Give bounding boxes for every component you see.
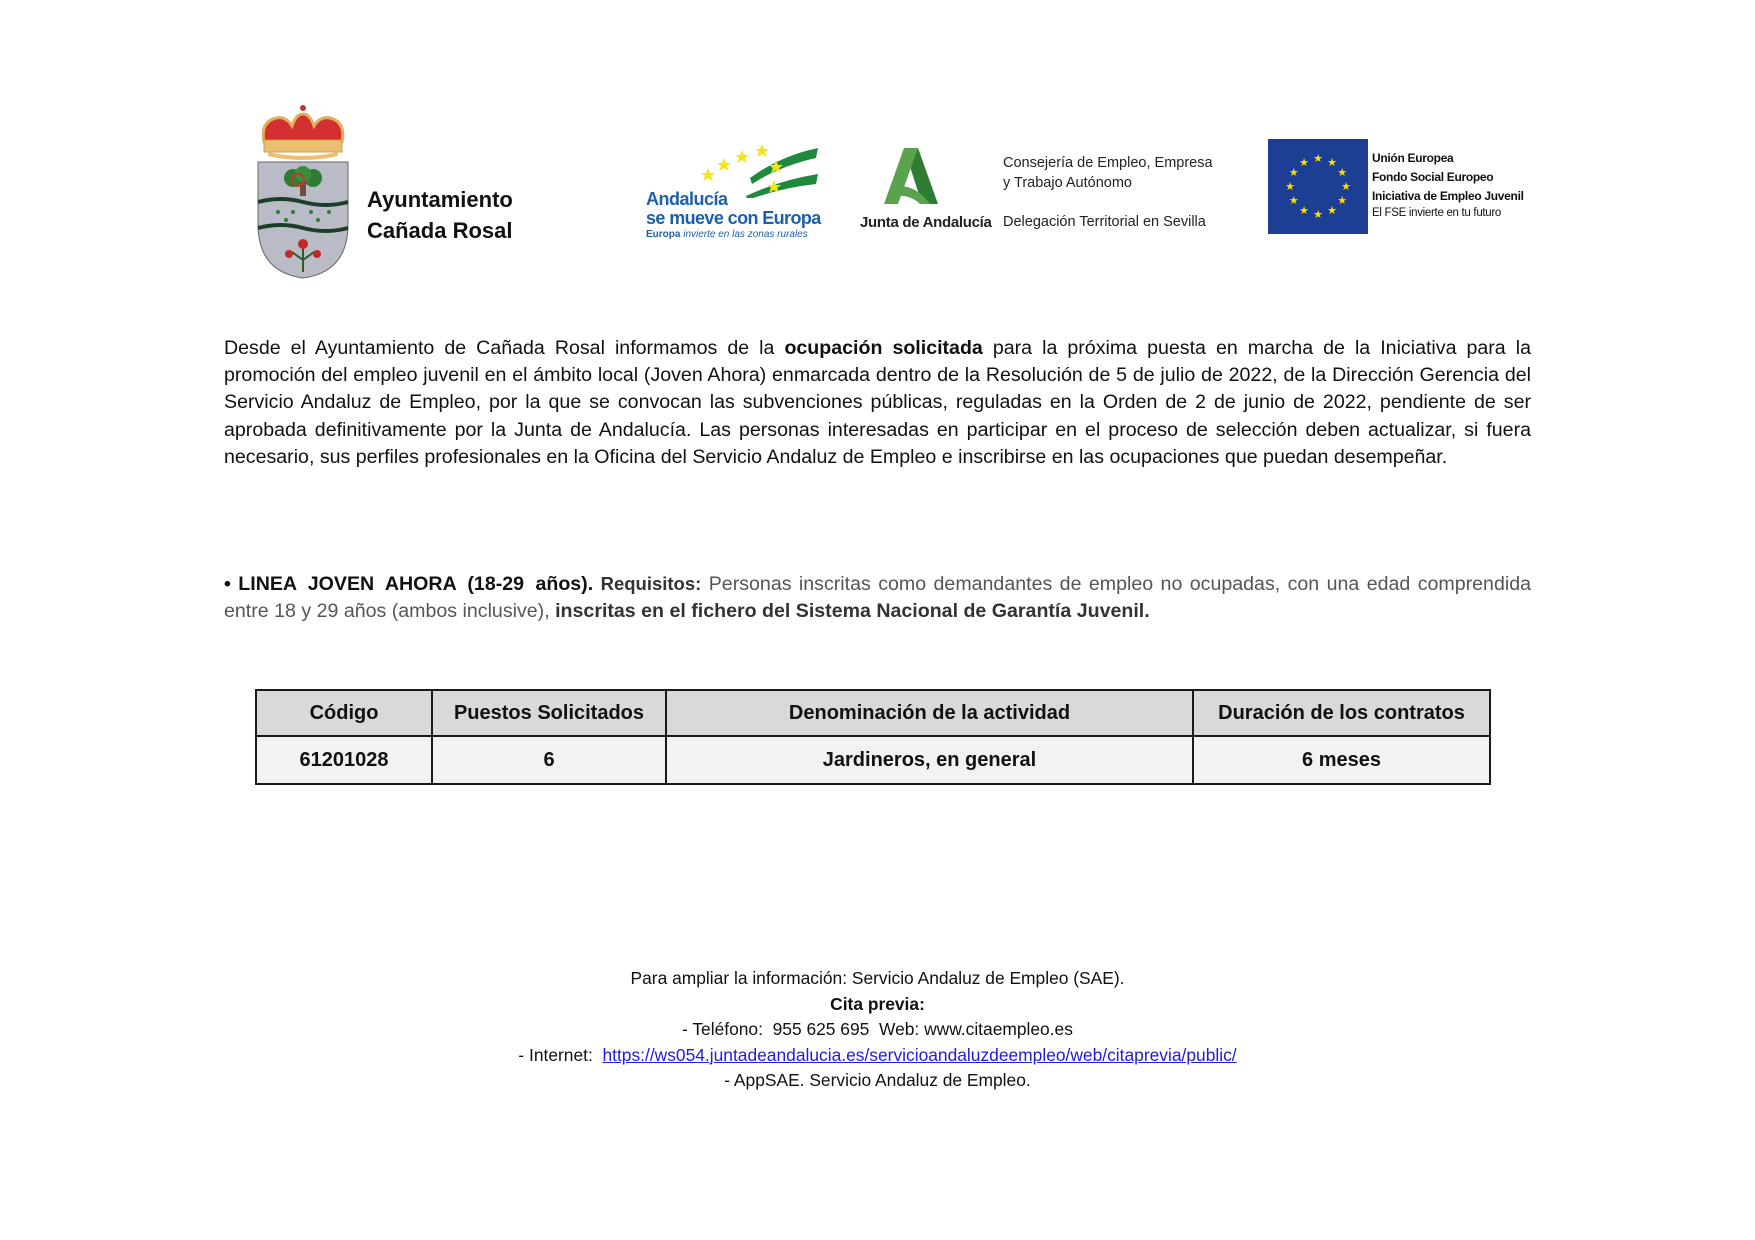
municipality-line2: Cañada Rosal <box>367 218 513 243</box>
municipality-line1: Ayuntamiento <box>367 187 513 212</box>
requisitos-bold: inscritas en el fichero del Sistema Nacional de Garantía Juvenil. <box>555 600 1150 623</box>
europa-tag-italic: invierte en las zonas rurales <box>683 229 808 240</box>
eu-line3: Iniciativa de Empleo Juvenil <box>1372 189 1524 203</box>
linea-title: LINEA JOVEN AHORA (18-29 años). <box>238 573 594 595</box>
intro-bold: ocupación solicitada <box>784 337 983 359</box>
eu-star-icon: ★ <box>1285 181 1295 193</box>
header-puestos: Puestos Solicitados <box>432 690 666 736</box>
junta-name: Junta de Andalucía <box>860 214 992 231</box>
cita-previa-label: Cita previa: <box>830 993 925 1014</box>
requisitos-label: Requisitos: <box>600 573 702 594</box>
eu-line2: Fondo Social Europeo <box>1372 170 1494 184</box>
table-header-row <box>256 690 1490 736</box>
eu-star-icon: ★ <box>1299 156 1309 169</box>
eu-flag-icon <box>1268 139 1368 234</box>
andalucia-europa-logo <box>640 138 820 238</box>
intro-paragraph <box>224 335 1531 471</box>
eu-text-block <box>1372 149 1524 220</box>
internet-line <box>0 1043 1755 1069</box>
intro-text-end: para la próxima puesta en marcha de la Iniciativa para la promoción del empleo juvenil en el ámbito local (Joven Ahora) enmarcada dentro de la Resolución de 5 de julio de 2022, de la Dirección Gerencia del Servicio Andaluz de Empleo, por la que se convocan las subvenciones públicas, reguladas en la Orden de 2 de junio de 2022, pendiente de ser aprobada definitivamente por la Junta de Andalucía. Las personas interesadas en participar en el proceso de selección deben actualizar, si fuera necesario, sus perfiles profesionales en la Oficina del Servicio Andaluz de Empleo e inscribirse en las ocupaciones que puedan desempeñar. <box>224 337 1531 468</box>
telefono-line: - Teléfono: 955 625 695 Web: www.citaempleo.es <box>682 1019 1073 1039</box>
cita-previa-link[interactable]: https://ws054.juntadeandalucia.es/servicioandaluzdeempleo/web/citaprevia/public/ <box>602 1044 1237 1065</box>
info-line: Para ampliar la información: Servicio Andaluz de Empleo (SAE). <box>630 968 1125 988</box>
se-mueve-text: se mueve con Europa <box>646 208 821 228</box>
cell-duracion: 6 meses <box>1193 736 1490 784</box>
cell-puestos: 6 <box>432 736 666 784</box>
delegacion-text: Delegación Territorial en Sevilla <box>1003 214 1206 230</box>
consejeria-line2: y Trabajo Autónomo <box>1003 175 1132 191</box>
municipality-name <box>367 184 513 246</box>
header-duracion: Duración de los contratos <box>1193 690 1490 736</box>
eu-star-icon: ★ <box>1288 167 1299 179</box>
internet-label: - Internet: <box>518 1044 603 1065</box>
andalucia-text: Andalucía <box>646 189 728 209</box>
eu-line4: El FSE invierte en tu futuro <box>1372 207 1502 219</box>
europa-tagline <box>646 229 808 241</box>
header-codigo: Código <box>256 690 432 736</box>
eu-star-icon: ★ <box>1299 205 1309 218</box>
eu-star-icon: ★ <box>1337 167 1348 179</box>
intro-text-start: Desde el Ayuntamiento de Cañada Rosal informamos de la <box>224 337 785 359</box>
eu-star-icon: ★ <box>1337 195 1348 207</box>
consejeria-line1: Consejería de Empleo, Empresa <box>1003 155 1213 171</box>
linea-joven-paragraph <box>224 570 1531 625</box>
municipal-coat-of-arms-icon <box>256 104 350 280</box>
contact-footer <box>0 966 1755 1094</box>
header-denominacion: Denominación de la actividad <box>666 690 1193 736</box>
eu-star-icon: ★ <box>1313 153 1323 165</box>
eu-star-icon: ★ <box>1341 181 1351 193</box>
eu-star-icon: ★ <box>1313 209 1323 221</box>
eu-star-icon: ★ <box>1288 195 1299 207</box>
consejeria-text <box>1003 153 1213 193</box>
table-row <box>256 736 1490 784</box>
europa-tag-bold: Europa <box>646 229 681 240</box>
eu-star-icon: ★ <box>1327 156 1337 169</box>
occupation-table <box>255 689 1491 785</box>
app-line: - AppSAE. Servicio Andaluz de Empleo. <box>724 1070 1031 1090</box>
cell-codigo: 61201028 <box>256 736 432 784</box>
cell-denominacion: Jardineros, en general <box>666 736 1193 784</box>
eu-line1: Unión Europea <box>1372 151 1454 165</box>
bullet: • <box>224 573 231 595</box>
eu-star-icon: ★ <box>1327 205 1337 218</box>
requisitos-text: Personas inscritas como demandantes de empleo no ocupadas, con una edad comprendida entre 18 y 29 años (ambos inclusive), <box>224 573 1531 623</box>
